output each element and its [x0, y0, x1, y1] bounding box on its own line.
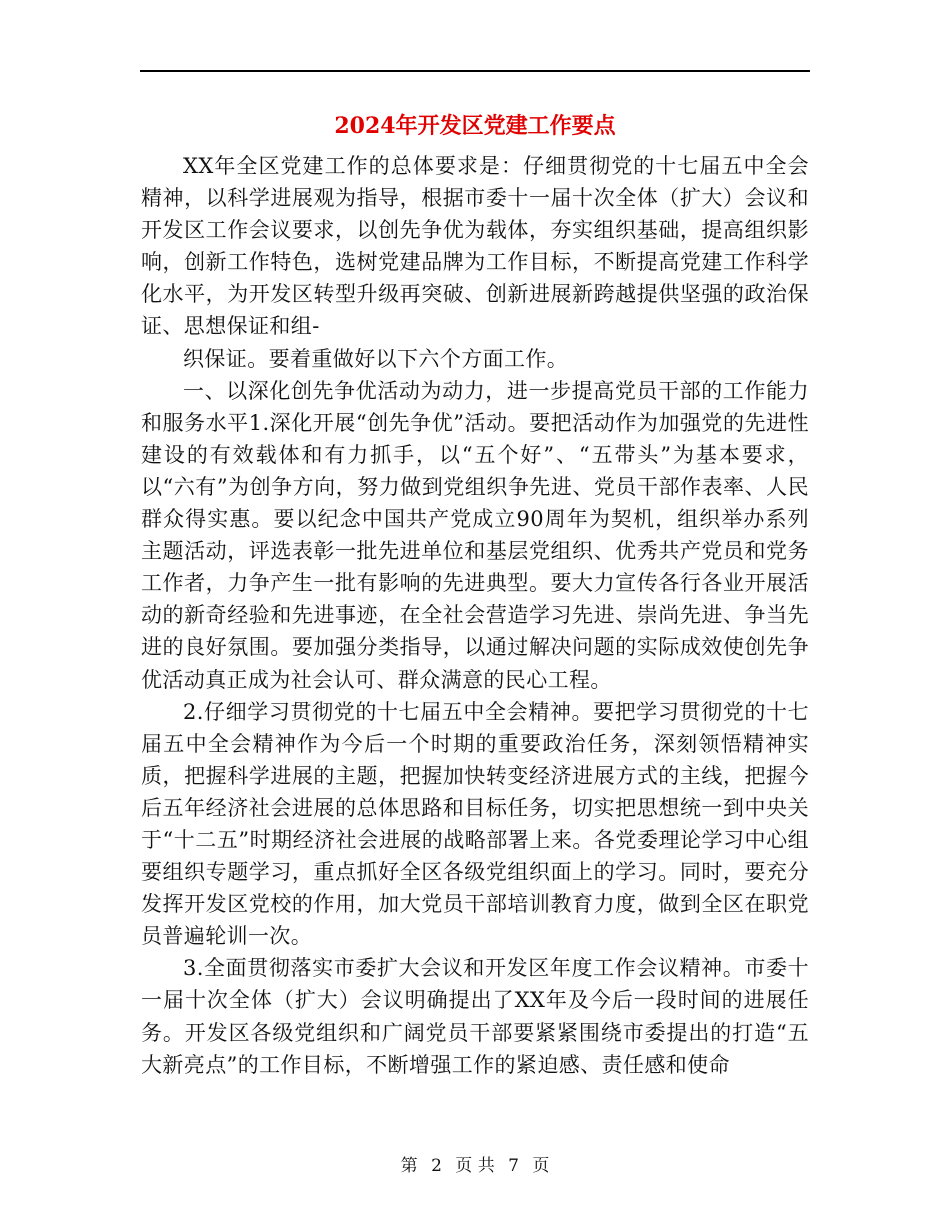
document-body [141, 150, 809, 1081]
header-rule [140, 70, 810, 72]
footer-middle: 页 共 [455, 1156, 495, 1176]
document-title: 2024年开发区党建工作要点 [334, 113, 616, 139]
footer-total-pages: 7 [508, 1156, 519, 1176]
page-footer [0, 1154, 950, 1178]
footer-current-page: 2 [431, 1156, 442, 1176]
paragraph-item-three: 3.全面贯彻落实市委扩大会议和开发区年度工作会议精神。市委十一届十次全体（扩大）会议明确提出了XX年及今后一段时间的进展任务。开发区各级党组织和广阔党员干部要紧紧围绕市委提出的打造“五大新亮点”的工作目标，不断增强工作的紧迫感、责任感和使命 [141, 956, 809, 1077]
paragraph-section-one: 一、以深化创先争优活动为动力，进一步提高党员干部的工作能力和服务水平1.深化开展“创先争优”活动。要把活动作为加强党的先进性建设的有效载体和有力抓手，以“五个好”、“五带头”为基本要求，以“六有”为创争方向，努力做到党组织争先进、党员干部作表率、人民群众得实惠。要以纪念中国共产党成立90周年为契机，组织举办系列主题活动，评选表彰一批先进单位和基层党组织、优秀共产党员和党务工作者，力争产生一批有影响的先进典型。要大力宣传各行各业开展活动的新奇经验和先进事迹，在全社会营造学习先进、崇尚先进、争当先进的良好氛围。要加强分类指导，以通过解决问题的实际成效使创先争优活动真正成为社会认可、群众满意的民心工程。 [141, 378, 809, 692]
paragraph-intro: XX年全区党建工作的总体要求是：仔细贯彻党的十七届五中全会精神，以科学进展观为指导，根据市委十一届十次全体（扩大）会议和开发区工作会议要求，以创先争优为载体，夯实组织基础，提高组织影响，创新工作特色，选树党建品牌为工作目标，不断提高党建工作科学化水平，为开发区转型升级再突破、创新进展新跨越提供坚强的政治保证、思想保证和组- [141, 154, 809, 339]
paragraph-intro-continued: 织保证。要着重做好以下六个方面工作。 [183, 346, 569, 371]
footer-prefix: 第 [400, 1156, 418, 1176]
paragraph-item-two: 2.仔细学习贯彻党的十七届五中全会精神。要把学习贯彻党的十七届五中全会精神作为今后一个时期的重要政治任务，深刻领悟精神实质，把握科学进展的主题，把握加快转变经济进展方式的主线，把握今后五年经济社会进展的总体思路和目标任务，切实把思想统一到中央关于“十二五”时期经济社会进展的战略部署上来。各党委理论学习中心组要组织专题学习，重点抓好全区各级党组织面上的学习。同时，要充分发挥开发区党校的作用，加大党员干部培训教育力度，做到全区在职党员普遍轮训一次。 [141, 699, 809, 949]
footer-suffix: 页 [532, 1156, 550, 1176]
